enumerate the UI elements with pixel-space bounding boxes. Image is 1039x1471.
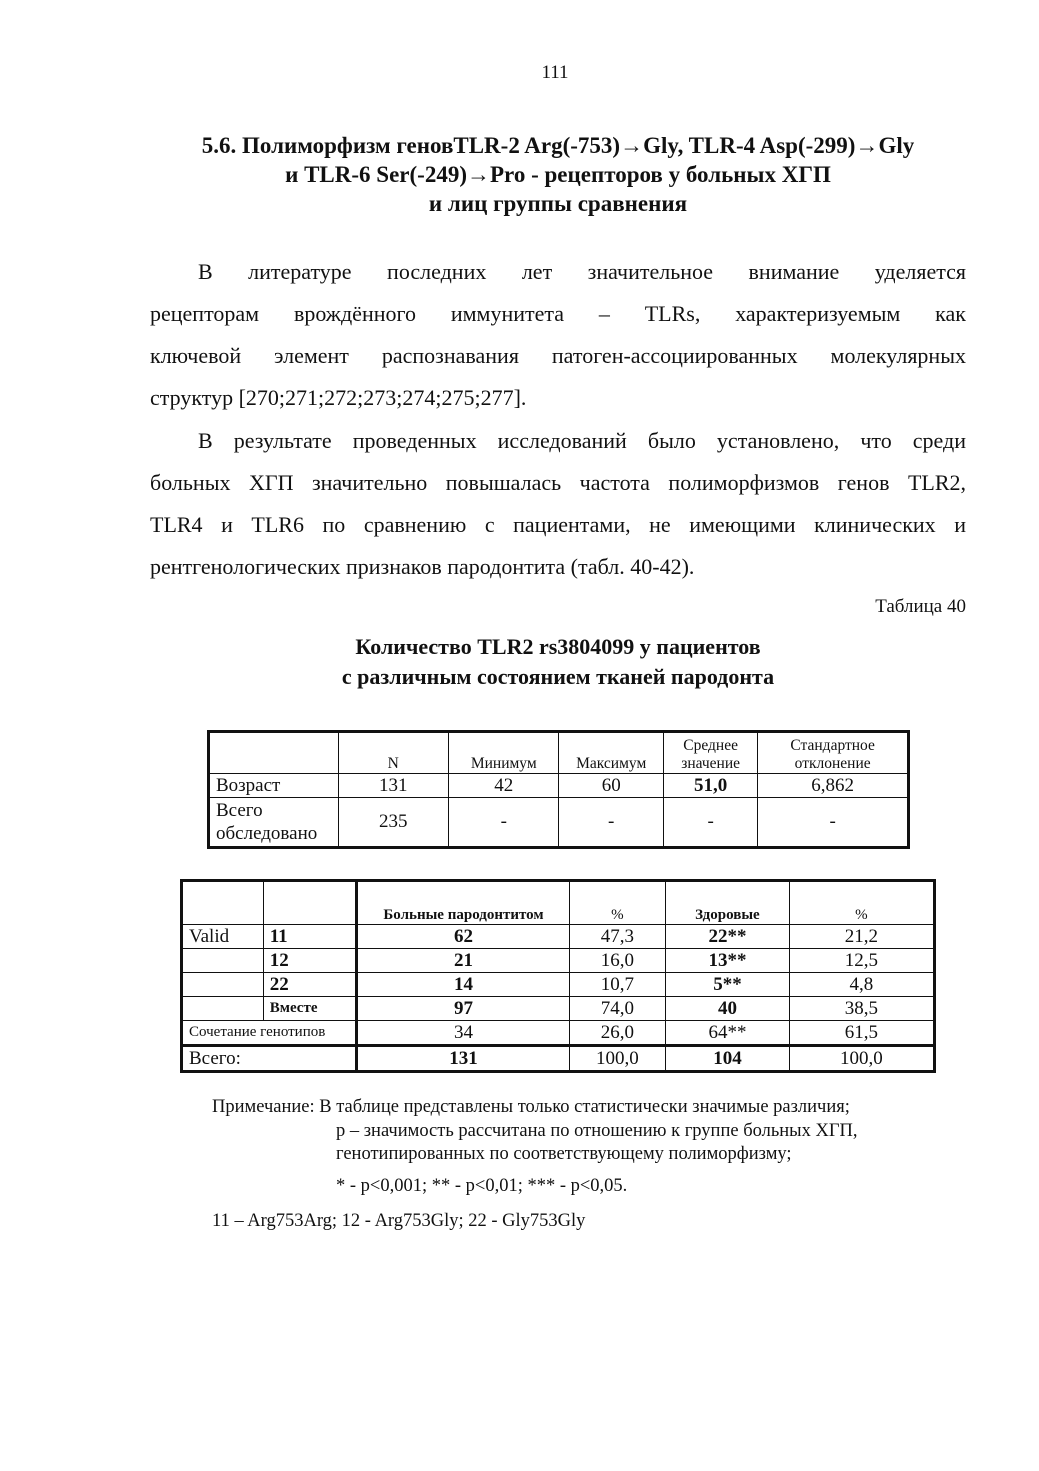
header-cell: Среднее значение: [663, 732, 757, 774]
header-cell: %: [789, 881, 934, 925]
paragraph-1-line: ключевой элемент распознавания патоген-ассоциированных молекулярных: [150, 343, 966, 368]
table-row: [182, 973, 935, 997]
row-label: Всего обследовано: [209, 798, 339, 848]
table-note: [212, 1096, 858, 1198]
paragraph-2: [150, 420, 966, 588]
paragraph-1: [150, 251, 966, 419]
section-title-line-2: и TLR-6 Ser(-249)→Pro - рецепторов у больных ХГП: [285, 162, 831, 187]
header-cell: [182, 881, 264, 925]
healthy-percent-cell: 61,5: [789, 1021, 934, 1046]
table-cell: -: [559, 798, 663, 848]
healthy-percent-cell: 38,5: [789, 997, 934, 1021]
sick-count-cell: 34: [357, 1021, 569, 1046]
table-row: [182, 925, 935, 949]
sick-percent-cell: 10,7: [569, 973, 666, 997]
table-cell: 42: [449, 774, 559, 798]
healthy-percent-cell: 21,2: [789, 925, 934, 949]
note-line-1: Примечание: В таблице представлены только статистически значимые различия;: [212, 1097, 850, 1117]
header-cell: Больные пародонтитом: [357, 881, 569, 925]
header-cell: Минимум: [449, 732, 559, 774]
note-line-4: * - р<0,001; ** - р<0,01; *** - р<0,05.: [336, 1175, 628, 1196]
genotype-legend: 11 – Arg753Arg; 12 - Arg753Gly; 22 - Gly753Gly: [212, 1211, 586, 1231]
sick-count-cell: 97: [357, 997, 569, 1021]
section-title: [150, 131, 966, 218]
paragraph-2-line: TLR4 и TLR6 по сравнению с пациентами, не имеющими клинических и: [150, 512, 966, 537]
section-title-line-3: и лиц группы сравнения: [428, 191, 688, 216]
table-title-line-1: Количество TLR2 rs3804099 у пациентов: [355, 634, 761, 659]
table-cell: 51,0: [663, 774, 757, 798]
header-cell: [209, 732, 339, 774]
sick-count-cell: 131: [357, 1046, 569, 1072]
genotype-cell: 22: [263, 973, 357, 997]
healthy-count-cell: 104: [666, 1046, 790, 1072]
header-cell: [263, 881, 357, 925]
table-cell: -: [758, 798, 909, 848]
paragraph-2-line: В результате проведенных исследований было установлено, что среди: [198, 428, 966, 453]
table-header-row: [209, 732, 909, 774]
table-cell: 60: [559, 774, 663, 798]
genotype-cell: Вместе: [263, 997, 357, 1021]
sick-percent-cell: 100,0: [569, 1046, 666, 1072]
header-cell: N: [338, 732, 448, 774]
healthy-count-cell: 13**: [666, 949, 790, 973]
header-cell: Максимум: [559, 732, 663, 774]
sick-percent-cell: 74,0: [569, 997, 666, 1021]
table-cell: 235: [338, 798, 448, 848]
paragraph-2-line: рентгенологических признаков пародонтита (табл. 40-42).: [150, 554, 695, 579]
row-label: Возраст: [209, 774, 339, 798]
table-cell: -: [449, 798, 559, 848]
table-total-row: [182, 1046, 935, 1072]
table-cell: 6,862: [758, 774, 909, 798]
sick-count-cell: 21: [357, 949, 569, 973]
page-number: 111: [541, 62, 569, 83]
sick-percent-cell: 47,3: [569, 925, 666, 949]
healthy-percent-cell: 100,0: [789, 1046, 934, 1072]
table-cell: -: [663, 798, 757, 848]
sick-count-cell: 62: [357, 925, 569, 949]
healthy-percent-cell: 12,5: [789, 949, 934, 973]
table-row: [182, 949, 935, 973]
table-header-row: [182, 881, 935, 925]
combo-label: Сочетание генотипов: [182, 1021, 357, 1046]
paragraph-2-line: больных ХГП значительно повышалась частота полиморфизмов генов TLR2,: [150, 470, 966, 495]
table-title-line-2: с различным состоянием тканей пародонта: [341, 664, 775, 689]
header-cell: Здоровые: [666, 881, 790, 925]
genotype-table: [180, 879, 936, 1073]
healthy-count-cell: 64**: [666, 1021, 790, 1046]
empty-cell: [182, 997, 264, 1021]
note-line-2: р – значимость рассчитана по отношению к группе больных ХГП,: [336, 1120, 858, 1141]
empty-cell: [182, 973, 264, 997]
note-line-3: генотипированных по соответствующему полиморфизму;: [336, 1144, 792, 1164]
table-row: [182, 997, 935, 1021]
healthy-count-cell: 40: [666, 997, 790, 1021]
table-row: [182, 1021, 935, 1046]
header-cell: Стандартное отклонение: [758, 732, 909, 774]
table-row: [209, 774, 909, 798]
paragraph-1-line: структур [270;271;272;273;274;275;277].: [150, 385, 527, 410]
table-cell: 131: [338, 774, 448, 798]
table-row: [209, 798, 909, 848]
section-title-line-1: 5.6. Полиморфизм геновTLR-2 Arg(-753)→Gly, TLR-4 Asp(-299)→Gly: [201, 133, 915, 158]
age-statistics-table: [207, 730, 910, 849]
paragraph-1-line: рецепторам врождённого иммунитета – TLRs, характеризуемым как: [150, 301, 966, 326]
healthy-percent-cell: 4,8: [789, 973, 934, 997]
table-title: [150, 632, 966, 692]
healthy-count-cell: 22**: [666, 925, 790, 949]
genotype-cell: 11: [263, 925, 357, 949]
header-cell: %: [569, 881, 666, 925]
empty-cell: [182, 949, 264, 973]
total-label: Всего:: [182, 1046, 357, 1072]
sick-count-cell: 14: [357, 973, 569, 997]
sick-percent-cell: 26,0: [569, 1021, 666, 1046]
valid-label: Valid: [182, 925, 264, 949]
sick-percent-cell: 16,0: [569, 949, 666, 973]
genotype-cell: 12: [263, 949, 357, 973]
paragraph-1-line: В литературе последних лет значительное внимание уделяется: [198, 259, 966, 284]
table-label: Таблица 40: [875, 596, 966, 617]
healthy-count-cell: 5**: [666, 973, 790, 997]
